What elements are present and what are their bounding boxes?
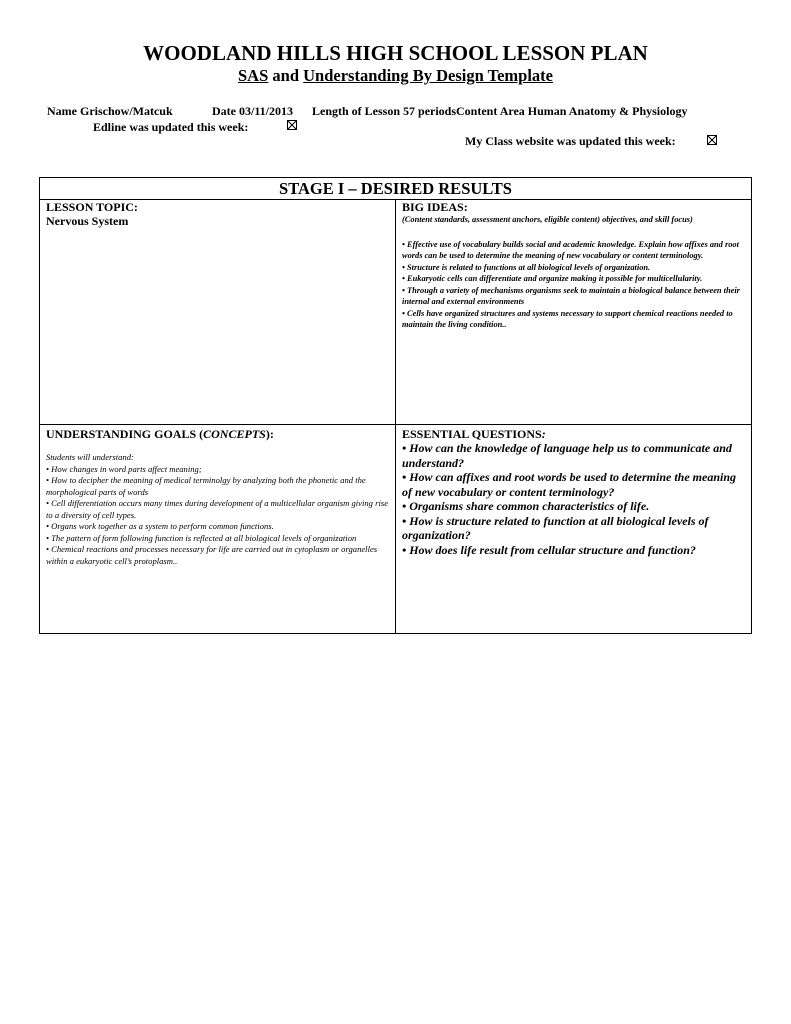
- big-idea-item: • Eukaryotic cells can differentiate and organize making it possible for multicellularity.: [402, 274, 703, 283]
- lesson-length: Length of Lesson 57 periodsContent Area Human Anatomy & Physiology: [312, 104, 688, 118]
- goal-item: • How changes in word parts affect meaning;: [46, 463, 202, 474]
- stage-heading: STAGE I – DESIRED RESULTS: [40, 178, 751, 200]
- subtitle-and: and: [268, 66, 304, 85]
- spacer: [402, 226, 745, 239]
- essential-question: • How can affixes and root words be used to determine the meaning of new vocabulary or content terminology?: [402, 470, 736, 499]
- goal-item: • Chemical reactions and processes necessary for life are carried out in cytoplasm or organelles within a eukaryotic cell’s protoplasm..: [46, 544, 378, 566]
- essential-questions-label: [402, 427, 745, 441]
- label-colon: :: [541, 427, 546, 441]
- edline-label: Edline was updated this week:: [93, 120, 249, 134]
- myclass-checkbox[interactable]: [707, 135, 717, 145]
- big-idea-item: • Structure is related to functions at all biological levels of organization.: [402, 262, 651, 272]
- lesson-date: Date 03/11/2013: [212, 104, 293, 118]
- essential-question: • How is structure related to function at all biological levels of organization?: [402, 513, 709, 542]
- label-part: UNDERSTANDING GOALS (: [46, 427, 204, 441]
- label-part: ESSENTIAL QUESTIONS: [402, 427, 542, 441]
- lesson-topic-label: LESSON TOPIC:: [46, 200, 138, 214]
- goal-item: • Cell differentiation occurs many times during development of a multicellular organism giving rise to a diversity of cell types.: [46, 498, 389, 520]
- stage-table: [39, 177, 752, 634]
- goal-item: • How to decipher the meaning of medical terminolgy by analyzing both the phonetic and the morphological parts of words: [46, 475, 366, 497]
- understanding-goals-cell: [40, 427, 395, 567]
- myclass-label: My Class website was updated this week:: [465, 134, 676, 148]
- label-part: ):: [265, 427, 274, 441]
- big-ideas-label: BIG IDEAS:: [402, 200, 468, 214]
- checked-x-icon: [708, 136, 716, 144]
- teacher-name: Name Grischow/Matcuk: [47, 104, 173, 118]
- essential-question: • How can the knowledge of language help us to communicate and understand?: [402, 441, 732, 470]
- essential-questions-cell: [396, 427, 751, 557]
- goal-item: • Organs work together as a system to perform common functions.: [46, 521, 274, 531]
- page-subtitle: [0, 66, 791, 86]
- big-ideas-cell: [396, 200, 751, 331]
- edline-checkbox[interactable]: [287, 120, 297, 130]
- essential-question: • Organisms share common characteristics of life.: [402, 499, 650, 513]
- goals-intro: Students will understand:: [46, 452, 134, 462]
- big-idea-item: • Cells have organized structures and systems necessary to support chemical reactions needed to maintain the living condition..: [402, 308, 733, 329]
- subtitle-ubd: Understanding By Design Template: [303, 66, 553, 85]
- essential-question: • How does life result from cellular structure and function?: [402, 542, 696, 557]
- big-idea-item: • Through a variety of mechanisms organisms seek to maintain a biological balance between their internal and external environments: [402, 285, 740, 306]
- goal-item: • The pattern of form following function is reflected at all biological levels of organization: [46, 532, 357, 543]
- subtitle-sas: SAS: [238, 66, 269, 85]
- checked-x-icon: [288, 121, 296, 129]
- row-divider: [40, 424, 751, 425]
- lesson-topic-value: Nervous System: [46, 214, 129, 228]
- lesson-topic-cell: [40, 200, 395, 228]
- understanding-goals-label: [46, 427, 389, 441]
- page-title: WOODLAND HILLS HIGH SCHOOL LESSON PLAN: [143, 41, 648, 65]
- label-concepts: CONCEPTS: [203, 427, 266, 441]
- big-ideas-note: (Content standards, assessment anchors, eligible content) objectives, and skill focus): [402, 215, 693, 224]
- spacer: [46, 441, 389, 452]
- big-idea-item: • Effective use of vocabulary builds social and academic knowledge. Explain how affixes and root words can be used to determine the meaning of new vocabulary or content terminology.: [402, 239, 739, 260]
